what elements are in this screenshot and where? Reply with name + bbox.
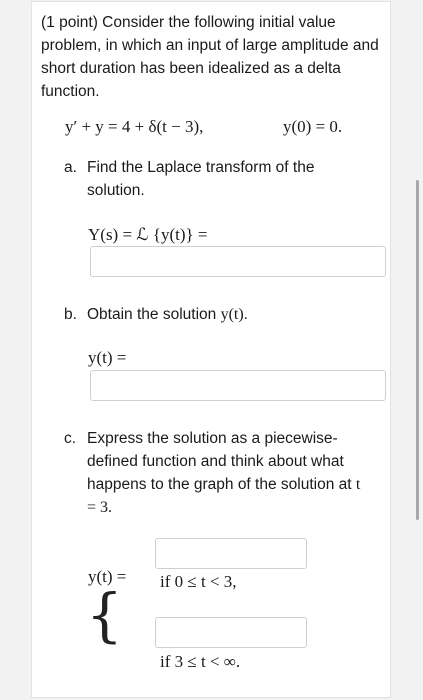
- problem-card: [31, 1, 391, 698]
- part-b-label: b.: [64, 306, 77, 323]
- part-b-text-math: y(t): [220, 306, 244, 323]
- piecewise-case1-input[interactable]: [155, 538, 307, 569]
- part-b-text-prefix: Obtain the solution: [87, 306, 221, 323]
- part-c-text: [87, 427, 372, 519]
- piecewise-case2-condition: if 3 ≤ t < ∞.: [160, 652, 241, 671]
- piecewise-label: y(t) =: [88, 567, 127, 586]
- initial-condition: y(0) = 0.: [283, 117, 343, 136]
- part-a-label: a.: [64, 159, 77, 176]
- part-c-text-math: t = 3.: [87, 476, 361, 516]
- part-b-text-suffix: .: [243, 306, 248, 323]
- laplace-answer-input[interactable]: [90, 246, 386, 277]
- laplace-label: Y(s) = ℒ {y(t)} =: [88, 225, 208, 244]
- problem-intro: (1 point) Consider the following initial value problem, in which an input of large amplitude and short duration has been idealized as a delta function.: [41, 14, 379, 100]
- piecewise-case2-input[interactable]: [155, 617, 307, 648]
- part-b-text: [87, 303, 372, 326]
- part-c-label: c.: [64, 430, 77, 447]
- piecewise-case1-condition: if 0 ≤ t < 3,: [160, 572, 237, 591]
- solution-label: y(t) =: [88, 348, 127, 367]
- solution-answer-input[interactable]: [90, 370, 386, 401]
- scrollbar[interactable]: [416, 180, 419, 520]
- part-c-text-body: Express the solution as a piecewise-defined function and think about what happens to the graph of the solution at: [87, 430, 352, 493]
- part-a-text: Find the Laplace transform of the solution.: [87, 159, 315, 199]
- piecewise-brace-icon: {: [86, 581, 123, 649]
- differential-equation: y′ + y = 4 + δ(t − 3),: [65, 117, 204, 136]
